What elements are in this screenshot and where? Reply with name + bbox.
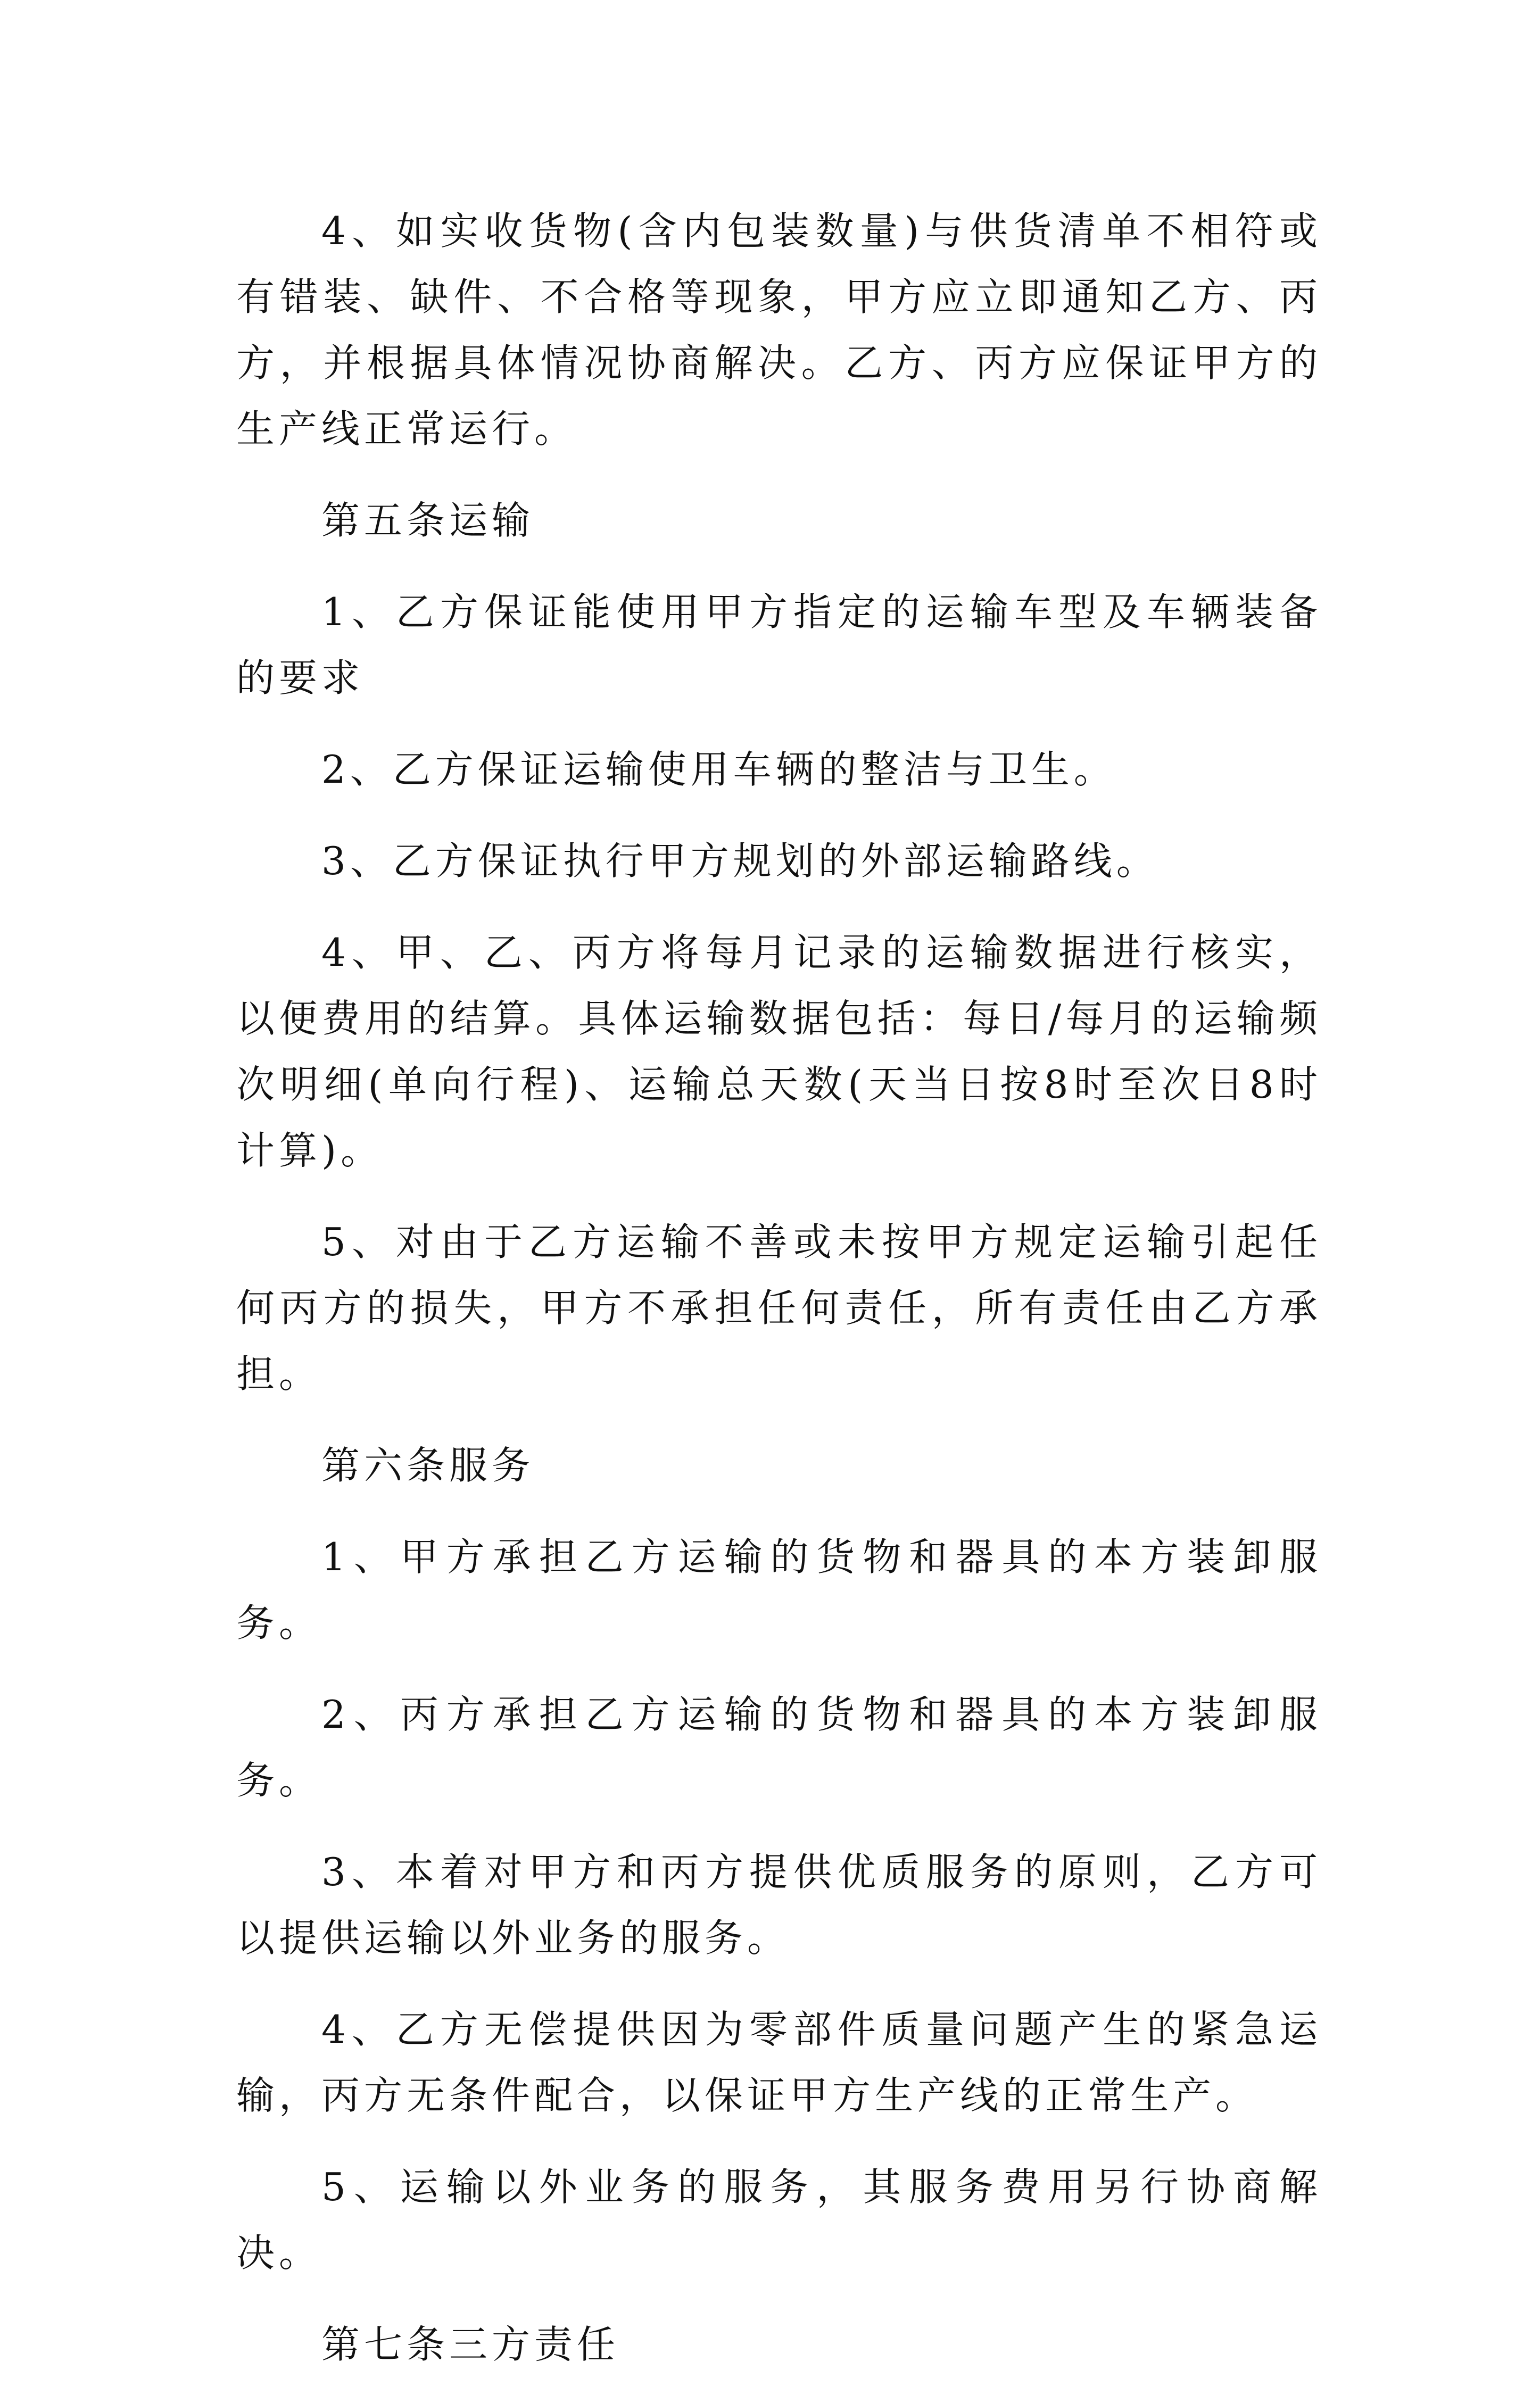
article-6-item-3: 3、本着对甲方和丙方提供优质服务的原则，乙方可以提供运输以外业务的服务。 <box>236 1850 1322 1960</box>
article-5-item-4: 4、甲、乙、丙方将每月记录的运输数据进行核实，以便费用的结算。具体运输数据包括：每日/每月的运输频次明细(单向行程)、运输总天数(天当日按8时至次日8时计算)。 <box>236 930 1322 1173</box>
article-6-item-5: 5、运输以外业务的服务，其服务费用另行协商解决。 <box>236 2165 1322 2275</box>
article-5-item-5: 5、对由于乙方运输不善或未按甲方规定运输引起任何丙方的损失，甲方不承担任何责任，所有责任由乙方承担。 <box>236 1220 1322 1396</box>
article-5-item-2: 2、乙方保证运输使用车辆的整洁与卫生。 <box>321 747 1116 792</box>
document-body <box>236 198 1322 2403</box>
article-6-item-2: 2、丙方承担乙方运输的货物和器具的本方装卸服务。 <box>236 1692 1322 1803</box>
article-6-item-1: 1、甲方承担乙方运输的货物和器具的本方装卸服务。 <box>236 1535 1322 1645</box>
article-5-item-3: 3、乙方保证执行甲方规划的外部运输路线。 <box>321 839 1159 883</box>
article-6-item-4: 4、乙方无偿提供因为零部件质量问题产生的紧急运输，丙方无条件配合，以保证甲方生产线的正常生产。 <box>236 2007 1322 2118</box>
article-5-heading: 第五条运输 <box>321 498 535 543</box>
article-5-item-1: 1、乙方保证能使用甲方指定的运输车型及车辆装备的要求 <box>236 590 1322 700</box>
article-6-heading: 第六条服务 <box>321 1443 535 1488</box>
article-7-heading: 第七条三方责任 <box>321 2322 620 2367</box>
clause-4-acceptance-paragraph: 4、如实收货物(含内包装数量)与供货清单不相符或有错装、缺件、不合格等现象，甲方应立即通知乙方、丙方，并根据具体情况协商解决。乙方、丙方应保证甲方的生产线正常运行。 <box>236 209 1322 451</box>
